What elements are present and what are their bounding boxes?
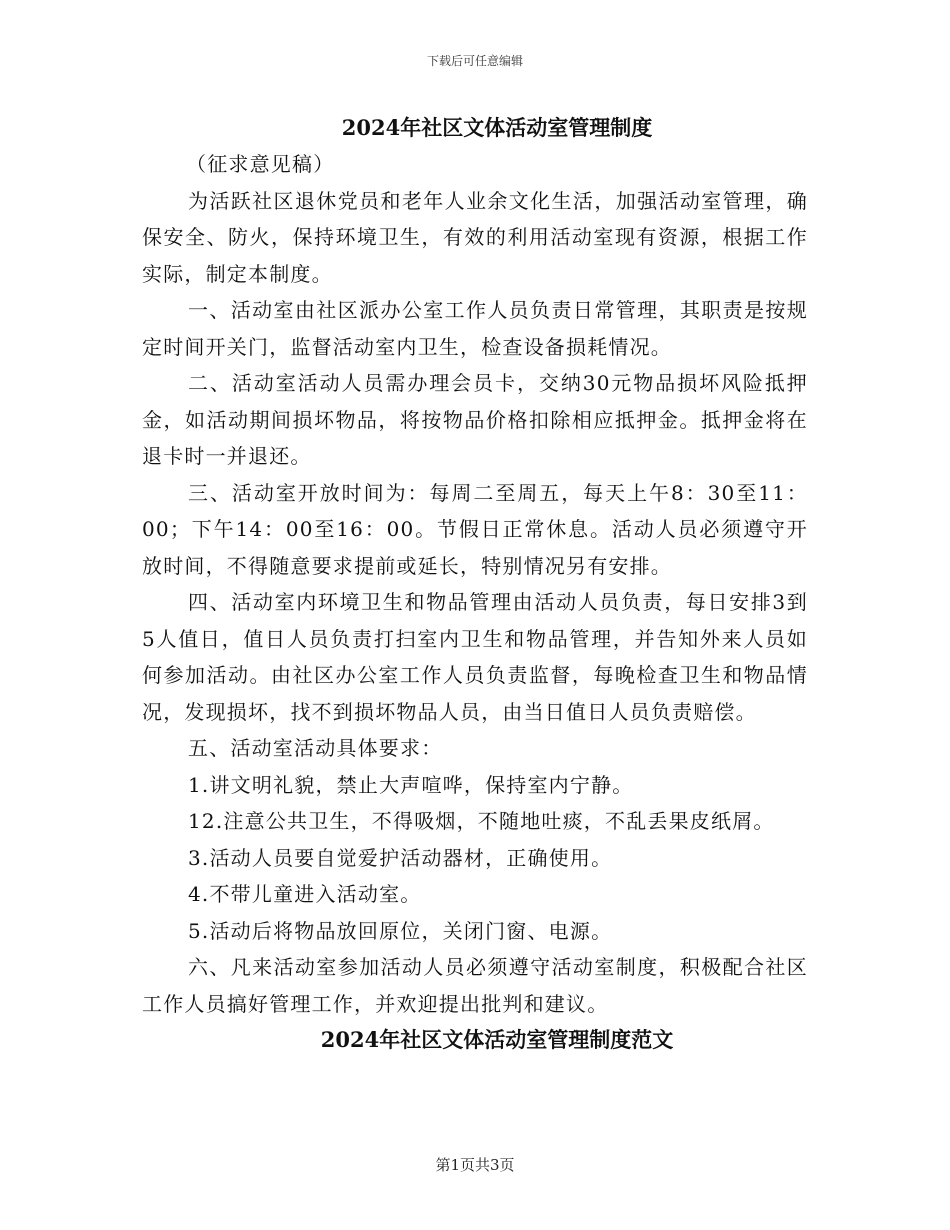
draft-note: （征求意见稿） xyxy=(186,152,335,176)
intro-paragraph: 为活跃社区退休党员和老年人业余文化生活，加强活动室管理，确保安全、防火，保持环境卫生，有效的利用活动室现有资源，根据工作实际，制定本制度。 xyxy=(142,188,808,286)
document-title: 2024年社区文体活动室管理制度 xyxy=(341,115,653,140)
requirement-item: 1.讲文明礼貌，禁止大声喧哗，保持室内宁静。 xyxy=(188,772,634,797)
clause-3: 三、活动室开放时间为：每周二至周五，每天上午8：30至11：00；下午14：00至16：00。节假日正常休息。活动人员必须遵守开放时间，不得随意要求提前或延长，特别情况另有安排。 xyxy=(142,480,808,578)
requirement-item: 3.活动人员要自觉爱护活动器材，正确使用。 xyxy=(188,845,613,870)
page-header-note: 下载后可任意编辑 xyxy=(426,54,523,68)
clause-2: 二、活动室活动人员需办理会员卡，交纳30元物品损坏风险抵押金，如活动期间损坏物品，将按物品价格扣除相应抵押金。抵押金将在退卡时一并退还。 xyxy=(142,371,808,468)
page-number: 第1页共3页 xyxy=(435,1156,515,1174)
document-body xyxy=(142,110,808,1058)
requirement-item: 5.活动后将物品放回原位，关闭门窗、电源。 xyxy=(188,918,613,943)
clause-5: 五、活动室活动具体要求： xyxy=(188,736,443,760)
next-document-title: 2024年社区文体活动室管理制度范文 xyxy=(320,1027,674,1052)
requirement-item: 12.注意公共卫生，不得吸烟，不随地吐痰，不乱丢果皮纸屑。 xyxy=(188,809,775,833)
clause-1: 一、活动室由社区派办公室工作人员负责日常管理，其职责是按规定时间开关门，监督活动室内卫生，检查设备损耗情况。 xyxy=(142,298,808,359)
clause-6: 六、凡来活动室参加活动人员必须遵守活动室制度，积极配合社区工作人员搞好管理工作，并欢迎提出批判和建议。 xyxy=(142,955,808,1016)
clause-4: 四、活动室内环境卫生和物品管理由活动人员负责，每日安排3到5人值日，值日人员负责打扫室内卫生和物品管理，并告知外来人员如何参加活动。由社区办公室工作人员负责监督，每晚检查卫生和物品情况，发现损坏，找不到损坏物品人员，由当日值日人员负责赔偿。 xyxy=(142,590,808,724)
requirement-item: 4.不带儿童进入活动室。 xyxy=(188,882,422,906)
